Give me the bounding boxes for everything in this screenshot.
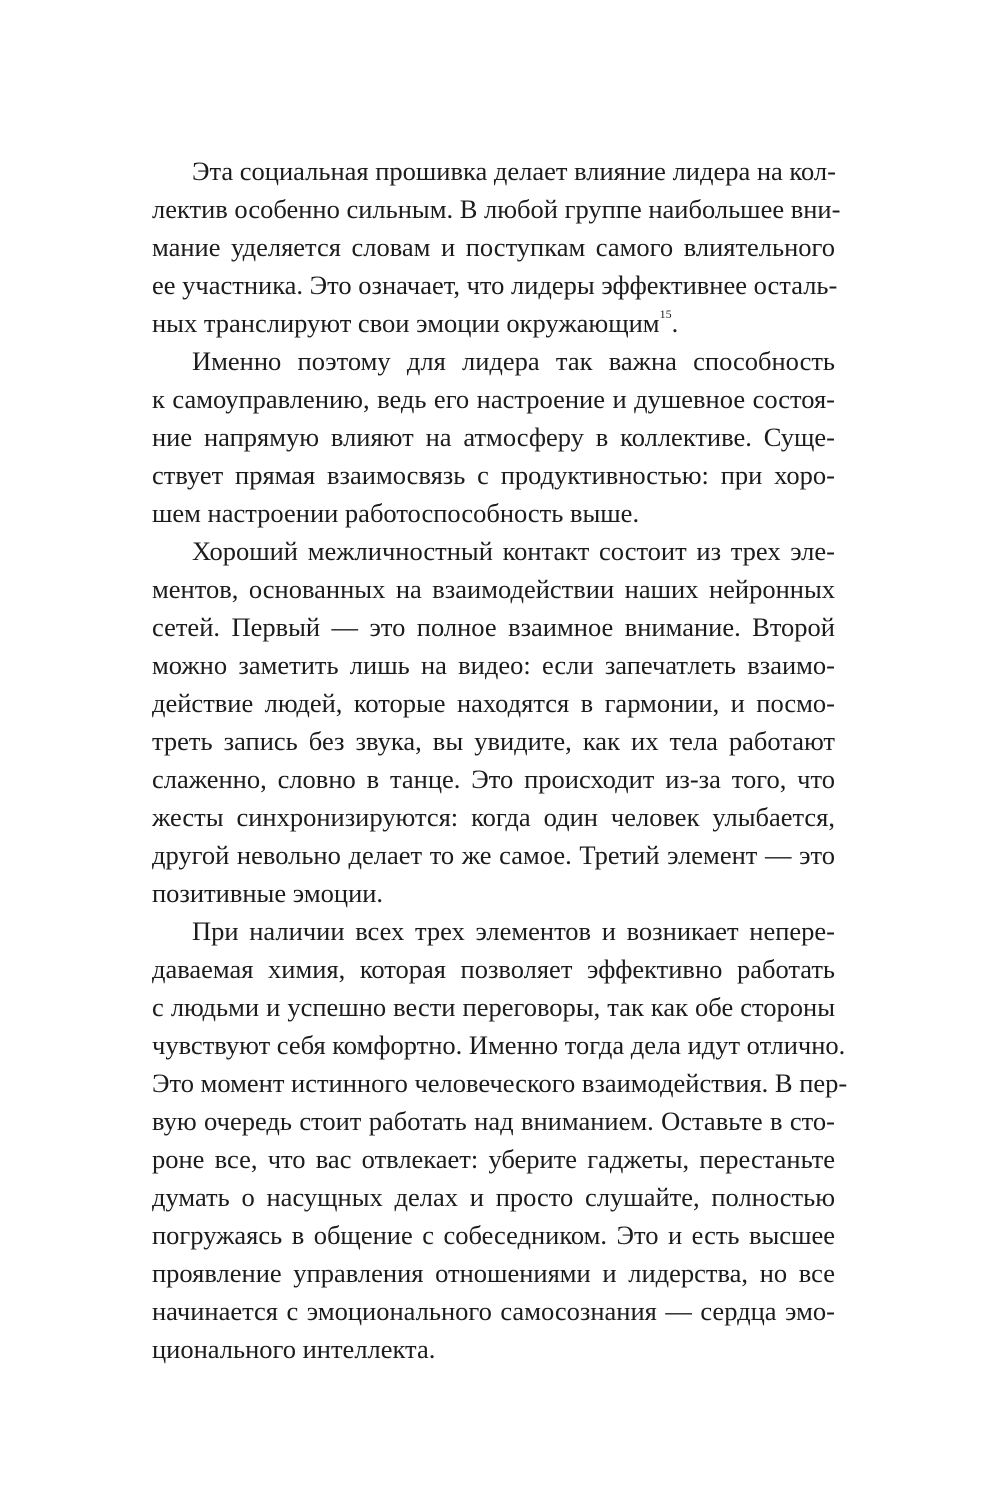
text-line: к самоуправлению, ведь его настроение и душевное состоя- <box>152 384 835 414</box>
text-line: даваемая химия, которая позволяет эффективно работать <box>152 954 835 984</box>
text-line <box>152 304 835 342</box>
text-line: шем настроении работоспособность выше. <box>152 498 640 528</box>
text-line: действие людей, которые находятся в гармонии, и посмо- <box>152 688 835 718</box>
text-line: можно заметить лишь на видео: если запечатлеть взаимо- <box>152 650 835 680</box>
text-line: начинается с эмоционального самосознания — сердца эмо- <box>152 1296 835 1326</box>
text-line: сетей. Первый — это полное взаимное внимание. Второй <box>152 612 835 642</box>
text-line: Эта социальная прошивка делает влияние лидера на кол- <box>192 156 836 186</box>
text-line: Хороший межличностный контакт состоит из трех эле- <box>192 536 835 566</box>
paragraph-2 <box>152 342 835 532</box>
text-line: лектив особенно сильным. В любой группе наибольшее вни- <box>152 194 841 224</box>
text-line: мание уделяется словам и поступкам самого влиятельного <box>152 232 835 262</box>
text-line: При наличии всех трех элементов и возникает непере- <box>192 916 835 946</box>
text-line: думать о насущных делах и просто слушайте, полностью <box>152 1182 835 1212</box>
paragraph-4 <box>152 912 848 1368</box>
body-text <box>152 152 848 1368</box>
text-line: слаженно, словно в танце. Это происходит из-за того, что <box>152 764 835 794</box>
footnote-marker: 15 <box>659 307 672 322</box>
text-line: жесты синхронизируются: когда один человек улыбается, <box>152 802 835 832</box>
text-line: треть запись без звука, вы увидите, как их тела работают <box>152 726 835 756</box>
text-line: ствует прямая взаимосвязь с продуктивностью: при хоро- <box>152 460 835 490</box>
paragraph-1 <box>152 152 841 342</box>
text-line: чувствуют себя комфортно. Именно тогда дела идут отлично. <box>152 1030 846 1060</box>
text-line: ментов, основанных на взаимодействии наших нейронных <box>152 574 835 604</box>
text-line: ее участника. Это означает, что лидеры эффективнее осталь- <box>152 270 838 300</box>
text-line: роне все, что вас отвлекает: уберите гаджеты, перестаньте <box>152 1144 835 1174</box>
text-line: проявление управления отношениями и лидерства, но все <box>152 1258 835 1288</box>
sentence-end: . <box>671 308 679 338</box>
text-line: ние напрямую влияют на атмосферу в коллективе. Суще- <box>152 422 835 452</box>
text-line: с людьми и успешно вести переговоры, так как обе стороны <box>152 992 835 1022</box>
text-line: другой невольно делает то же самое. Третий элемент — это <box>152 840 835 870</box>
text-line: погружаясь в общение с собеседником. Это и есть высшее <box>152 1220 835 1250</box>
text-line: Это момент истинного человеческого взаимодействия. В пер- <box>152 1068 848 1098</box>
paragraph-3 <box>152 532 835 912</box>
text-line: ционального интеллекта. <box>152 1334 436 1364</box>
text-line: позитивные эмоции. <box>152 878 384 908</box>
text-line: Именно поэтому для лидера так важна способность <box>192 346 835 376</box>
text-line: вую очередь стоит работать над вниманием. Оставьте в сто- <box>152 1106 835 1136</box>
text-line-content: ных транслируют свои эмоции окружающим <box>152 308 660 338</box>
